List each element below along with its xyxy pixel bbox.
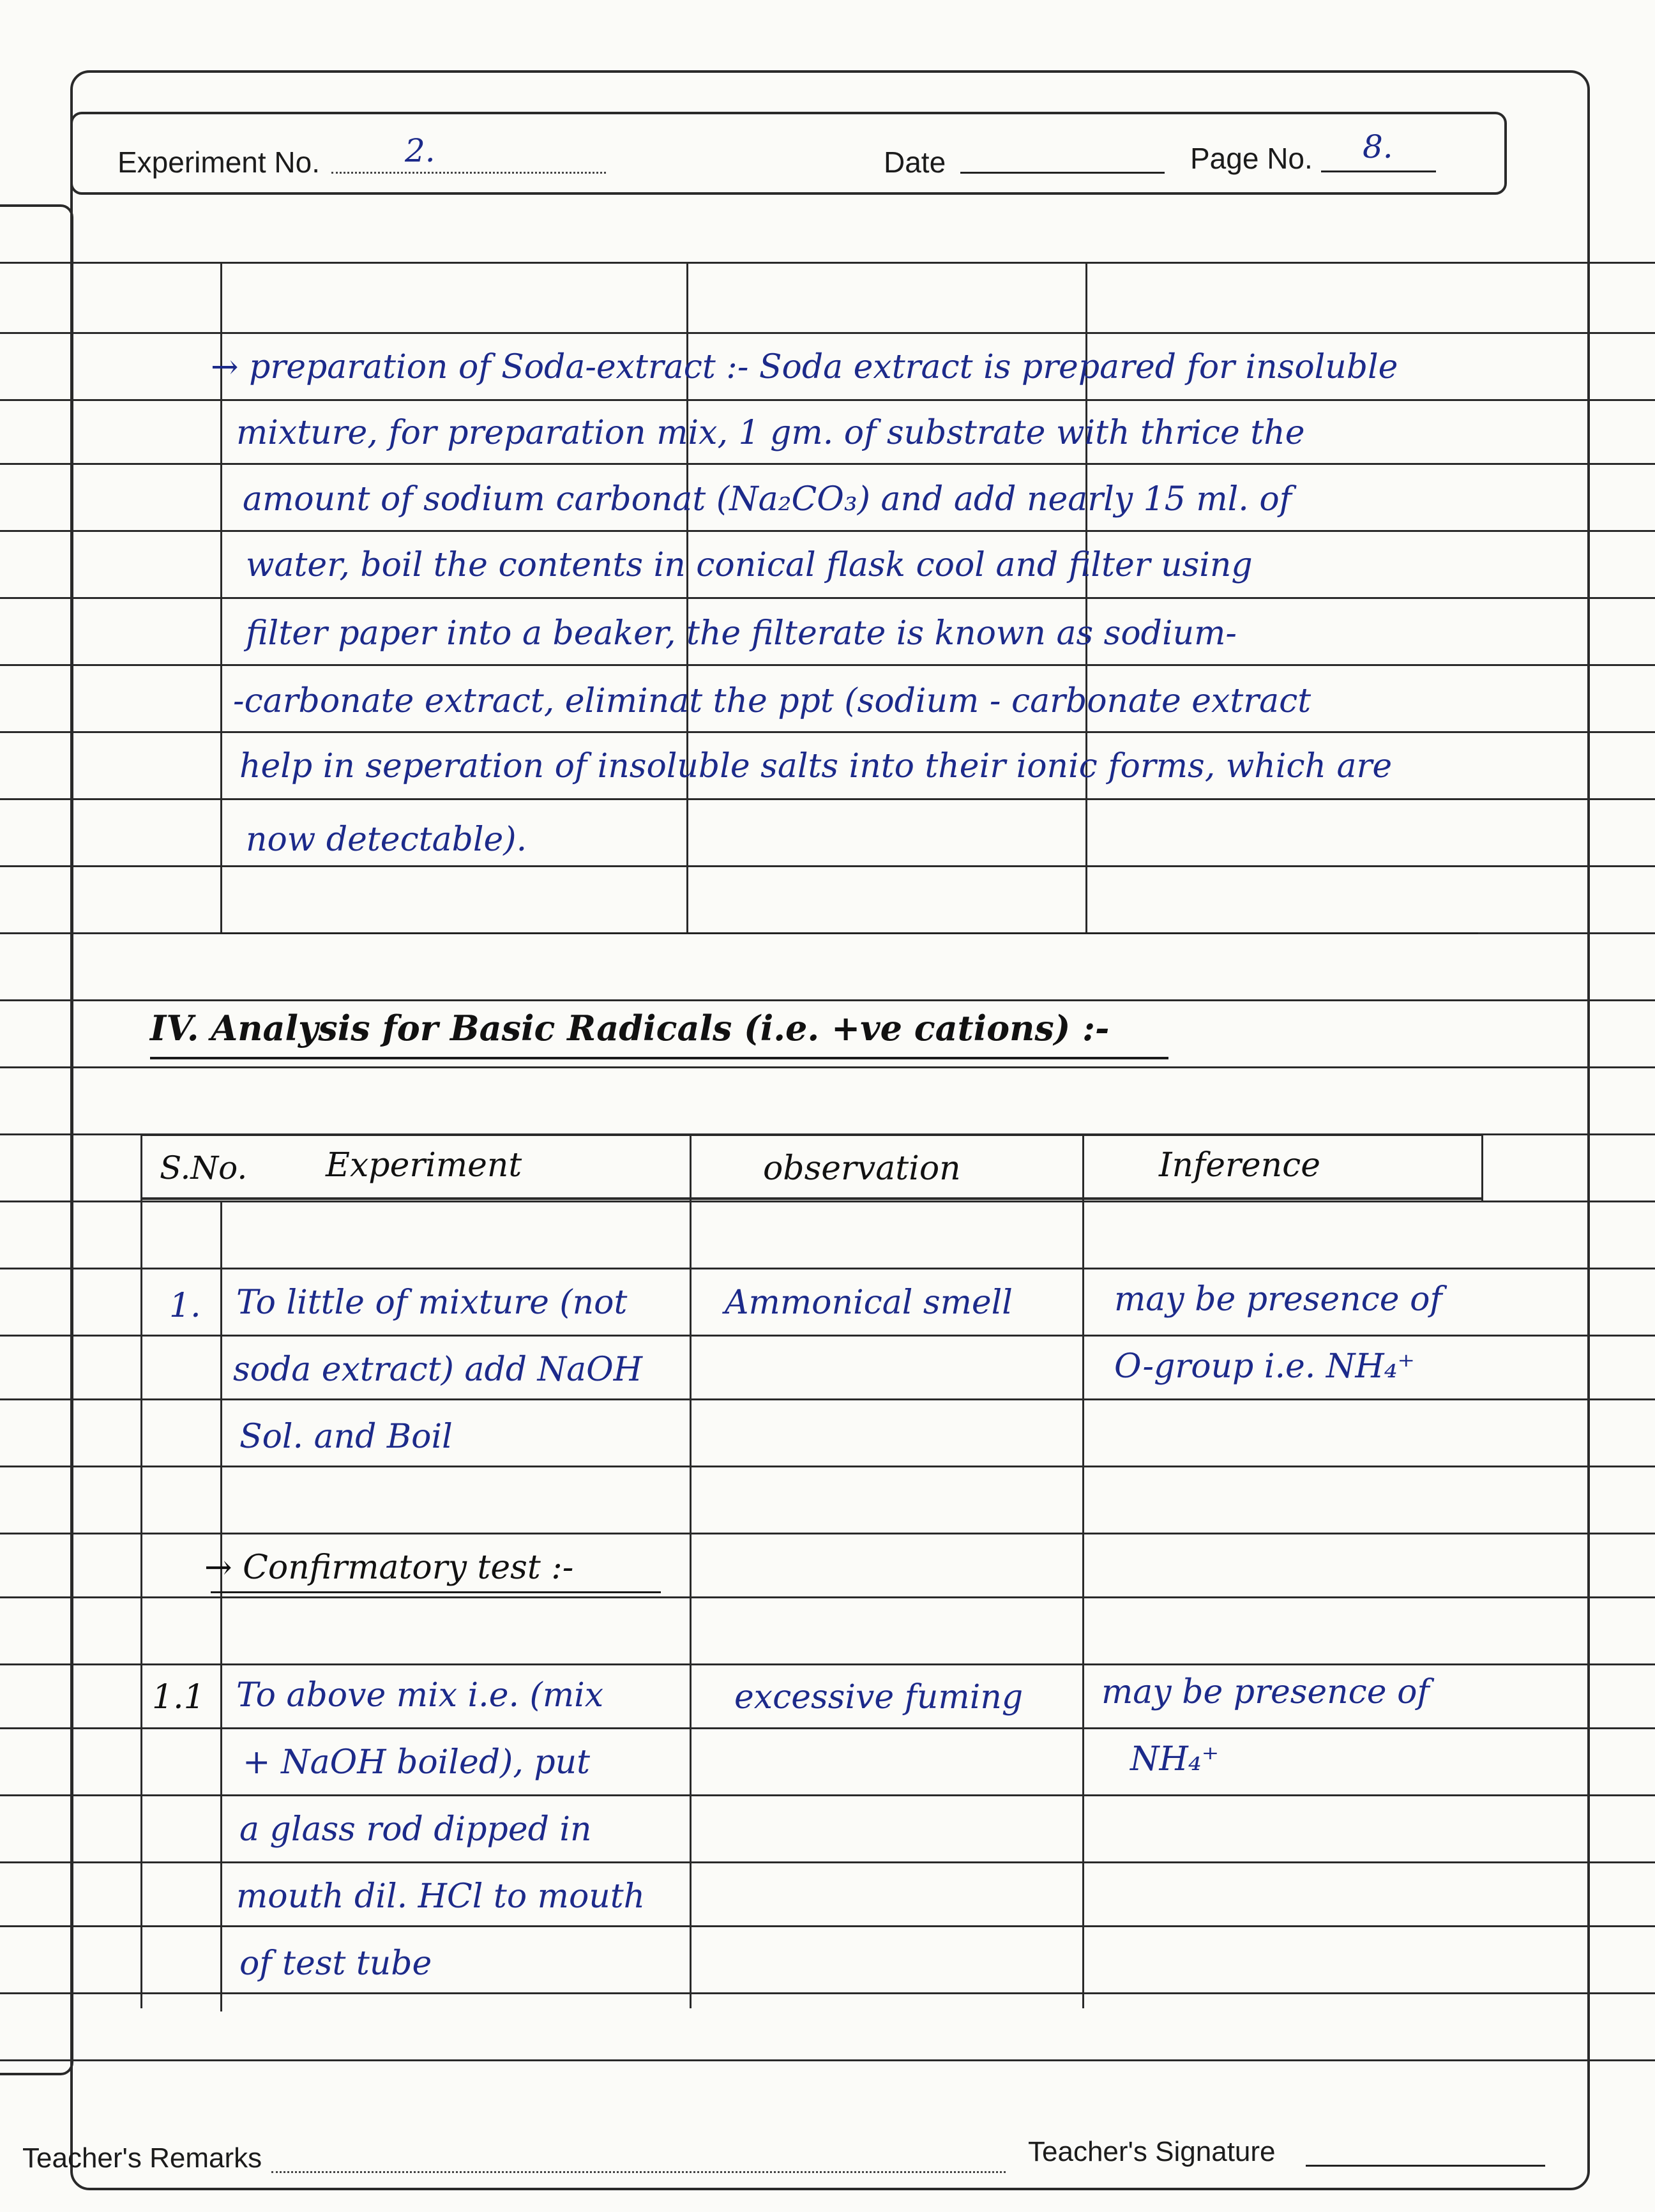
soda-line-6: -carbonate extract, eliminat the ppt (sodium - carbonate extract [233,682,1311,720]
date-label: Date [884,146,946,179]
header-observation: observation [763,1149,961,1188]
confirmatory-underline [211,1591,661,1593]
teacher-signature-line [1306,2165,1545,2167]
row2-experiment-line-2: + NaOH boiled), put [243,1743,591,1782]
row2-experiment-line-5: of test tube [239,1944,432,1983]
row2-experiment-line-1: To above mix i.e. (mix [236,1676,604,1715]
row2-sno: 1.1 [152,1678,205,1716]
row1-experiment-line-2: soda extract) add NaOH [233,1351,643,1389]
soda-line-7: help in seperation of insoluble salts into their ionic forms, which are [239,747,1393,785]
page-number-label: Page No. [1190,142,1313,175]
section-iv-underline [150,1057,1168,1059]
soda-line-2: mixture, for preparation mix, 1 gm. of substrate with thrice the [236,414,1305,452]
row2-inference-line-2: NH₄⁺ [1130,1740,1220,1778]
row1-inference-line-2: O-group i.e. NH₄⁺ [1114,1347,1415,1386]
row1-experiment-line-1: To little of mixture (not [236,1284,628,1322]
teacher-remarks-line [271,2171,1006,2173]
soda-line-3: amount of sodium carbonat (Na₂CO₃) and add nearly 15 ml. of [243,480,1292,519]
soda-line-5: filter paper into a beaker, the filterate is known as sodium- [246,614,1237,653]
soda-line-1: → preparation of Soda-extract :- Soda extract is prepared for insoluble [211,348,1398,386]
teacher-remarks-label: Teacher's Remarks [22,2142,262,2174]
experiment-number: 2. [405,132,435,169]
section-iv-heading: IV. Analysis for Basic Radicals (i.e. +ve cations) :- [150,1008,1110,1049]
row1-inference-line-1: may be presence of [1114,1280,1442,1319]
page-number: 8. [1363,128,1393,165]
teacher-signature-label: Teacher's Signature [1028,2136,1276,2167]
row2-observation: excessive fuming [734,1678,1024,1716]
row2-experiment-line-3: a glass rod dipped in [239,1810,592,1849]
row1-observation: Ammonical smell [725,1284,1013,1322]
row1-experiment-line-3: Sol. and Boil [239,1418,453,1456]
row2-experiment-line-4: mouth dil. HCl to mouth [236,1877,646,1916]
row2-inference-line-1: may be presence of [1101,1673,1430,1711]
soda-line-4: water, boil the contents in conical flask cool and filter using [246,546,1253,584]
page-border [70,70,1590,2190]
header-experiment: Experiment [326,1146,522,1185]
header-sno: S.No. [160,1149,248,1186]
experiment-label: Experiment No. [117,146,321,179]
confirmatory-test-heading: → Confirmatory test :- [204,1549,574,1587]
header-inference: Inference [1159,1146,1321,1185]
row1-sno: 1. [169,1287,201,1325]
header-box [70,112,1507,195]
soda-line-8: now detectable). [246,821,527,859]
